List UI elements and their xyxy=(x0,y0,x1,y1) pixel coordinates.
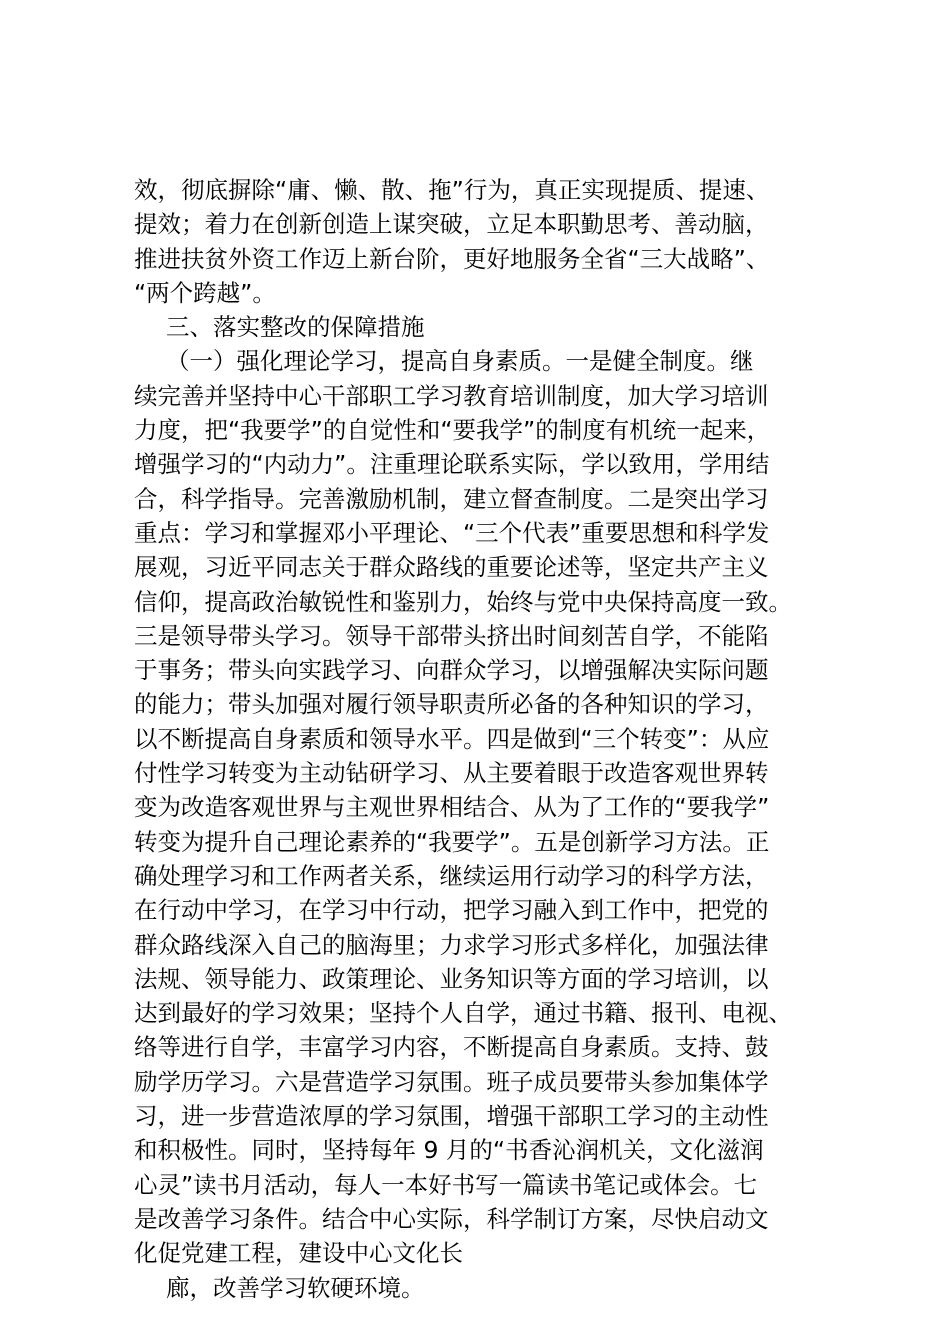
text-line: 确处理学习和工作两者关系，继续运用行动学习的科学方法， xyxy=(134,861,769,890)
document-body xyxy=(134,173,834,1305)
text-line: 习，进一步营造浓厚的学习氛围，增强干部职工学习的主动性 xyxy=(134,1102,769,1131)
text-line: 转变为提升自己理论素养的“我要学”。五是创新学习方法。正 xyxy=(134,827,770,856)
text-line: 达到最好的学习效果；坚持个人自学，通过书籍、报刊、电视、 xyxy=(134,999,792,1028)
text-line: 以不断提高自身素质和领导水平。四是做到“三个转变”：从应 xyxy=(134,724,770,753)
text-line: 信仰，提高政治敏锐性和鉴别力，始终与党中央保持高度一致。 xyxy=(134,587,792,616)
text-line: 合，科学指导。完善激励机制，建立督查制度。二是突出学习 xyxy=(134,484,769,513)
text-line: 增强学习的“内动力”。注重理论联系实际，学以致用，学用结 xyxy=(134,450,770,479)
text-line: 变为改造客观世界与主观世界相结合、从为了工作的“要我学” xyxy=(134,793,770,822)
text-line: 推进扶贫外资工作迈上新台阶，更好地服务全省“三大战略”、 xyxy=(134,244,770,273)
text-line: 续完善并坚持中心干部职工学习教育培训制度，加大学习培训 xyxy=(134,381,769,410)
text-line: 在行动中学习，在学习中行动，把学习融入到工作中，把党的 xyxy=(134,896,769,925)
text-line: 提效；着力在创新创造上谋突破，立足本职勤思考、善动脑， xyxy=(134,210,769,239)
text-line: 是改善学习条件。结合中心实际，科学制订方案，尽快启动文 xyxy=(134,1204,769,1233)
text-line: 展观，习近平同志关于群众路线的重要论述等，坚定共产主义 xyxy=(134,553,769,582)
text-line: 的能力；带头加强对履行领导职责所必备的各种知识的学习， xyxy=(134,690,769,719)
text-line: 法规、领导能力、政策理论、业务知识等方面的学习培训，以 xyxy=(134,964,769,993)
text-line: 励学历学习。六是营造学习氛围。班子成员要带头参加集体学 xyxy=(134,1067,769,1096)
text-line: 群众路线深入自己的脑海里；力求学习形式多样化，加强法律 xyxy=(134,930,769,959)
section-heading: 三、落实整改的保障措施 xyxy=(166,313,425,342)
text-line: 化促党建工程，建设中心文化长 xyxy=(134,1239,463,1268)
text-line: 廊，改善学习软硬环境。 xyxy=(166,1273,425,1302)
text-line: 效，彻底摒除“庸、懒、散、拖”行为，真正实现提质、提速、 xyxy=(134,176,770,204)
text-line: 络等进行自学，丰富学习内容，不断提高自身素质。支持、鼓 xyxy=(134,1033,769,1062)
text-line: 于事务；带头向实践学习、向群众学习，以增强解决实际问题 xyxy=(134,656,769,685)
text-line: 付性学习转变为主动钻研学习、从主要着眼于改造客观世界转 xyxy=(134,759,769,788)
subsection-heading-line: （一）强化理论学习，提高自身素质。一是健全制度。继 xyxy=(166,347,754,376)
text-line: 重点：学习和掌握邓小平理论、“三个代表”重要思想和科学发 xyxy=(134,518,770,547)
text-line: 三是领导带头学习。领导干部带头挤出时间刻苦自学，不能陷 xyxy=(134,621,769,650)
text-line: “两个跨越”。 xyxy=(134,278,276,307)
text-line: 力度，把“我要学”的自觉性和“要我学”的制度有机统一起来， xyxy=(134,416,771,445)
text-line: 和积极性。同时，坚持每年 9 月的“书香沁润机关，文化滋润 xyxy=(134,1136,764,1165)
text-line: 心灵”读书月活动，每人一本好书写一篇读书笔记或体会。七 xyxy=(134,1170,758,1199)
